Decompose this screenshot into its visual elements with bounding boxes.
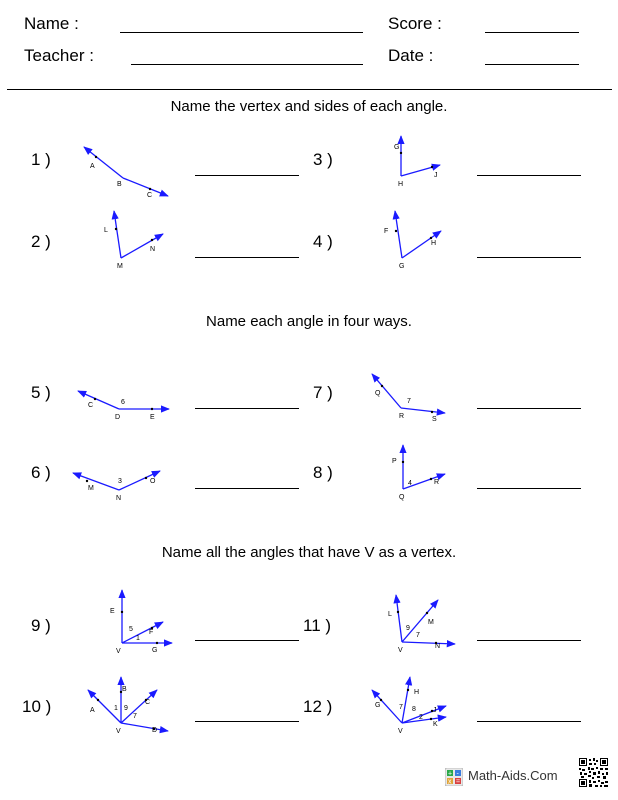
p12-angle-2: 2 [419,714,423,721]
p3-label-g: G [394,144,400,151]
date-label: Date : [388,46,434,65]
p8-label-r: R [434,479,440,486]
p11-label-n: N [435,643,441,650]
p5-ray-dc [78,391,119,409]
problem-12-number: 12 ) [303,697,333,716]
p9-angle-5: 5 [129,626,133,633]
p12-angle-7: 7 [399,704,403,711]
p2-ray-mn [121,234,163,258]
section-1-instruction: Name the vertex and sides of each angle. [170,98,448,115]
p2-ray-ml [114,211,121,258]
p7-label-s: S [432,416,437,423]
brand-link[interactable]: Math-Aids.Com [468,768,558,783]
p11-label-m: M [428,619,434,626]
p10-label-c: C [145,699,151,706]
problem-2-number: 2 ) [31,232,51,251]
p6-ray-nm [73,473,119,490]
p7-label-q: Q [375,390,381,397]
p1-label-c: C [147,192,153,199]
p10-angle-7: 7 [133,713,137,720]
p11-angle-9: 9 [406,625,410,632]
problem-1-number: 1 ) [31,150,51,169]
p5-label-c: C [88,402,94,409]
p9-label-v: V [116,648,121,655]
svg-text:-: - [456,770,459,778]
p4-label-f: F [384,228,389,235]
name-label: Name : [24,14,79,33]
problem-7-number: 7 ) [313,383,333,402]
p6-label-n: N [116,495,122,502]
qr-code-icon [579,758,608,787]
p11-ray-vn [402,642,455,644]
p12-label-h: H [414,689,420,696]
p10-angle-1: 1 [114,705,118,712]
p5-label-d: D [115,414,121,421]
p1-label-a: A [90,163,95,170]
p11-label-l: L [388,611,392,618]
p9-label-g: G [152,647,158,654]
p1-ray-bc [123,178,168,196]
problem-11-number: 11 ) [303,616,332,635]
svg-text:x: x [448,778,452,786]
p12-label-j: J [433,707,437,714]
p3-label-j: J [434,172,438,179]
p7-angle-number: 7 [407,398,411,405]
score-label: Score : [388,14,442,33]
p11-ray-vl [396,595,402,642]
p5-angle-number: 6 [121,399,125,406]
p2-label-n: N [150,246,156,253]
p10-ray-vd [121,723,168,731]
section-2-instruction: Name each angle in four ways. [206,313,412,330]
p11-angle-7: 7 [416,632,420,639]
p6-label-o: O [150,478,156,485]
p12-label-k: K [433,721,438,728]
p10-angle-9: 9 [124,705,128,712]
problem-5-number: 5 ) [31,383,51,402]
calculator-icon [445,768,463,786]
p9-angle-1: 1 [136,635,140,642]
section-3-instruction: Name all the angles that have V as a vertex. [161,544,457,561]
p8-label-p: P [392,458,397,465]
teacher-label: Teacher : [24,46,94,65]
problem-6-number: 6 ) [31,463,51,482]
problem-9-number: 9 ) [31,616,51,635]
problem-3-number: 3 ) [313,150,333,169]
p9-label-e: E [110,608,115,615]
problem-4-number: 4 ) [313,232,333,251]
p12-ray-vh [402,677,410,723]
p9-label-f: F [149,629,154,636]
p2-label-l: L [104,227,108,234]
problem-10-number: 10 ) [22,697,52,716]
p5-label-e: E [150,414,155,421]
p10-label-b: B [122,686,127,693]
p10-label-v: V [116,728,121,735]
p3-label-h: H [398,181,404,188]
p4-label-h: H [431,240,437,247]
p4-ray-gf [395,211,402,258]
svg-text:=: = [456,778,461,786]
p8-angle-number: 4 [408,480,412,487]
p12-label-g: G [375,702,381,709]
svg-text:+: + [448,770,453,778]
p11-label-v: V [398,647,403,654]
p12-angle-8: 8 [412,706,416,713]
p6-angle-number: 3 [118,478,122,485]
p7-label-r: R [399,413,405,420]
p10-label-d: D [152,727,158,734]
p4-label-g: G [399,263,405,270]
p1-label-b: B [117,181,122,188]
p10-label-a: A [90,707,95,714]
problem-8-number: 8 ) [313,463,333,482]
p8-label-q: Q [399,494,405,501]
p12-label-v: V [398,728,403,735]
p2-label-m: M [117,263,123,270]
p7-ray-rs [401,408,445,413]
p6-label-m: M [88,485,94,492]
